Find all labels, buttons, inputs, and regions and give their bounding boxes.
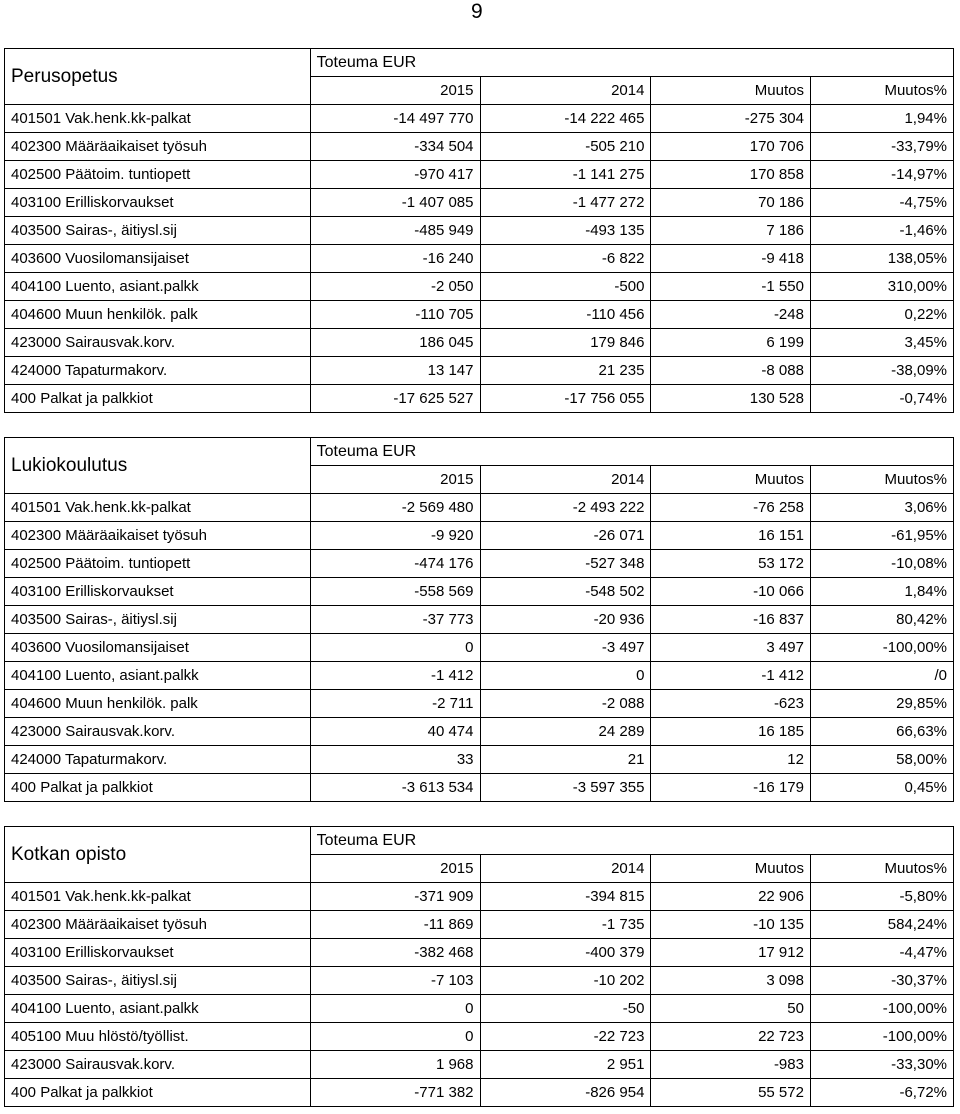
cell-value: 130 528 [651, 385, 811, 413]
cell-value: -17 625 527 [310, 385, 480, 413]
row-label: 423000 Sairausvak.korv. [5, 329, 311, 357]
table-row [5, 189, 954, 217]
table-row [5, 301, 954, 329]
cell-value: -4,75% [810, 189, 953, 217]
cell-value: -400 379 [480, 939, 651, 967]
cell-value: -2 088 [480, 690, 651, 718]
cell-value: -970 417 [310, 161, 480, 189]
cell-value: 1 968 [310, 1051, 480, 1079]
cell-value: 7 186 [651, 217, 811, 245]
cell-value: -14 222 465 [480, 105, 651, 133]
column-header: Muutos% [810, 466, 953, 494]
row-label: 403500 Sairas-, äitiysl.sij [5, 217, 311, 245]
table-row [5, 1051, 954, 1079]
cell-value: -110 456 [480, 301, 651, 329]
cell-value: -10 066 [651, 578, 811, 606]
table-row [5, 690, 954, 718]
cell-value: -61,95% [810, 522, 953, 550]
cell-value: -771 382 [310, 1079, 480, 1107]
cell-value: -30,37% [810, 967, 953, 995]
cell-value: 22 723 [651, 1023, 811, 1051]
cell-value: 24 289 [480, 718, 651, 746]
row-label: 424000 Tapaturmakorv. [5, 357, 311, 385]
table-row [5, 245, 954, 273]
cell-value: -100,00% [810, 995, 953, 1023]
cell-value: -22 723 [480, 1023, 651, 1051]
cell-value: 186 045 [310, 329, 480, 357]
cell-value: 1,84% [810, 578, 953, 606]
row-label: 403500 Sairas-, äitiysl.sij [5, 606, 311, 634]
cell-value: -37 773 [310, 606, 480, 634]
cell-value: -485 949 [310, 217, 480, 245]
cell-value: 13 147 [310, 357, 480, 385]
row-label: 401501 Vak.henk.kk-palkat [5, 105, 311, 133]
cell-value: -11 869 [310, 911, 480, 939]
row-label: 404600 Muun henkilök. palk [5, 301, 311, 329]
cell-value: 3 497 [651, 634, 811, 662]
cell-value: -493 135 [480, 217, 651, 245]
cell-value: -983 [651, 1051, 811, 1079]
cell-value: 55 572 [651, 1079, 811, 1107]
cell-value: -505 210 [480, 133, 651, 161]
section-title: Perusopetus [5, 49, 311, 105]
row-label: 400 Palkat ja palkkiot [5, 1079, 311, 1107]
cell-value: -826 954 [480, 1079, 651, 1107]
table-row [5, 385, 954, 413]
cell-value: -558 569 [310, 578, 480, 606]
cell-value: -1 412 [310, 662, 480, 690]
table-row [5, 105, 954, 133]
cell-value: -14 497 770 [310, 105, 480, 133]
cell-value: -26 071 [480, 522, 651, 550]
table-row [5, 578, 954, 606]
column-header: Muutos [651, 466, 811, 494]
column-header: Muutos [651, 855, 811, 883]
column-header: Muutos% [810, 855, 953, 883]
row-label: 403100 Erilliskorvaukset [5, 189, 311, 217]
section-title: Lukiokoulutus [5, 438, 311, 494]
cell-value: 53 172 [651, 550, 811, 578]
cell-value: -2 493 222 [480, 494, 651, 522]
column-header: 2015 [310, 855, 480, 883]
cell-value: -371 909 [310, 883, 480, 911]
table-row [5, 746, 954, 774]
row-label: 403600 Vuosilomansijaiset [5, 634, 311, 662]
row-label: 401501 Vak.henk.kk-palkat [5, 883, 311, 911]
cell-value: -50 [480, 995, 651, 1023]
cell-value: -16 179 [651, 774, 811, 802]
cell-value: -1,46% [810, 217, 953, 245]
cell-value: 17 912 [651, 939, 811, 967]
row-label: 404600 Muun henkilök. palk [5, 690, 311, 718]
column-header: 2015 [310, 77, 480, 105]
section-title: Kotkan opisto [5, 827, 311, 883]
cell-value: -10,08% [810, 550, 953, 578]
table-row [5, 161, 954, 189]
cell-value: -9 418 [651, 245, 811, 273]
cell-value: 170 858 [651, 161, 811, 189]
cell-value: -20 936 [480, 606, 651, 634]
row-label: 402500 Päätoim. tuntiopett [5, 550, 311, 578]
cell-value: -1 550 [651, 273, 811, 301]
table-row [5, 718, 954, 746]
cell-value: -1 407 085 [310, 189, 480, 217]
table-row [5, 634, 954, 662]
cell-value: -2 569 480 [310, 494, 480, 522]
table-lukiokoulutus [4, 437, 954, 802]
cell-value: 50 [651, 995, 811, 1023]
cell-value: /0 [810, 662, 953, 690]
cell-value: 2 951 [480, 1051, 651, 1079]
cell-value: -248 [651, 301, 811, 329]
cell-value: -9 920 [310, 522, 480, 550]
cell-value: -7 103 [310, 967, 480, 995]
cell-value: 6 199 [651, 329, 811, 357]
cell-value: -275 304 [651, 105, 811, 133]
cell-value: -76 258 [651, 494, 811, 522]
cell-value: -100,00% [810, 1023, 953, 1051]
row-label: 402500 Päätoim. tuntiopett [5, 161, 311, 189]
cell-value: 29,85% [810, 690, 953, 718]
row-label: 403500 Sairas-, äitiysl.sij [5, 967, 311, 995]
column-header: Muutos [651, 77, 811, 105]
row-label: 404100 Luento, asiant.palkk [5, 662, 311, 690]
cell-value: 310,00% [810, 273, 953, 301]
cell-value: 1,94% [810, 105, 953, 133]
cell-value: -382 468 [310, 939, 480, 967]
cell-value: -14,97% [810, 161, 953, 189]
row-label: 402300 Määräaikaiset työsuh [5, 911, 311, 939]
cell-value: -6,72% [810, 1079, 953, 1107]
row-label: 423000 Sairausvak.korv. [5, 718, 311, 746]
table-row [5, 494, 954, 522]
cell-value: 58,00% [810, 746, 953, 774]
cell-value: 179 846 [480, 329, 651, 357]
row-label: 401501 Vak.henk.kk-palkat [5, 494, 311, 522]
table-kotkan-opisto [4, 826, 954, 1107]
cell-value: 0 [310, 1023, 480, 1051]
table-row [5, 606, 954, 634]
group-header: Toteuma EUR [310, 438, 953, 466]
cell-value: -5,80% [810, 883, 953, 911]
group-header: Toteuma EUR [310, 49, 953, 77]
cell-value: 12 [651, 746, 811, 774]
table-row [5, 133, 954, 161]
cell-value: 40 474 [310, 718, 480, 746]
table-row [5, 662, 954, 690]
cell-value: 21 [480, 746, 651, 774]
cell-value: -394 815 [480, 883, 651, 911]
table-perusopetus [4, 48, 954, 413]
row-label: 402300 Määräaikaiset työsuh [5, 522, 311, 550]
table-row [5, 522, 954, 550]
table-row [5, 329, 954, 357]
cell-value: -6 822 [480, 245, 651, 273]
cell-value: -1 141 275 [480, 161, 651, 189]
cell-value: 3 098 [651, 967, 811, 995]
cell-value: -16 240 [310, 245, 480, 273]
cell-value: -110 705 [310, 301, 480, 329]
table-row [5, 774, 954, 802]
table-row [5, 273, 954, 301]
cell-value: -527 348 [480, 550, 651, 578]
table-row [5, 883, 954, 911]
cell-value: -33,30% [810, 1051, 953, 1079]
row-label: 400 Palkat ja palkkiot [5, 385, 311, 413]
cell-value: 21 235 [480, 357, 651, 385]
row-label: 403600 Vuosilomansijaiset [5, 245, 311, 273]
table-row [5, 550, 954, 578]
cell-value: -2 050 [310, 273, 480, 301]
cell-value: 0 [480, 662, 651, 690]
table-row [5, 217, 954, 245]
cell-value: -334 504 [310, 133, 480, 161]
cell-value: -500 [480, 273, 651, 301]
cell-value: -10 135 [651, 911, 811, 939]
cell-value: -1 412 [651, 662, 811, 690]
cell-value: 22 906 [651, 883, 811, 911]
row-label: 424000 Tapaturmakorv. [5, 746, 311, 774]
cell-value: -2 711 [310, 690, 480, 718]
cell-value: -623 [651, 690, 811, 718]
cell-value: -17 756 055 [480, 385, 651, 413]
cell-value: -8 088 [651, 357, 811, 385]
cell-value: -1 477 272 [480, 189, 651, 217]
table-row [5, 357, 954, 385]
cell-value: -3 613 534 [310, 774, 480, 802]
cell-value: 3,45% [810, 329, 953, 357]
cell-value: 66,63% [810, 718, 953, 746]
cell-value: -33,79% [810, 133, 953, 161]
row-label: 403100 Erilliskorvaukset [5, 939, 311, 967]
column-header: 2015 [310, 466, 480, 494]
page-number: 9 [471, 0, 483, 23]
cell-value: 33 [310, 746, 480, 774]
cell-value: 16 151 [651, 522, 811, 550]
row-label: 423000 Sairausvak.korv. [5, 1051, 311, 1079]
cell-value: 80,42% [810, 606, 953, 634]
cell-value: 0 [310, 995, 480, 1023]
table-row [5, 911, 954, 939]
cell-value: -100,00% [810, 634, 953, 662]
row-label: 400 Palkat ja palkkiot [5, 774, 311, 802]
cell-value: 16 185 [651, 718, 811, 746]
cell-value: 0 [310, 634, 480, 662]
column-header: 2014 [480, 77, 651, 105]
table-row [5, 1023, 954, 1051]
column-header: 2014 [480, 855, 651, 883]
cell-value: -38,09% [810, 357, 953, 385]
cell-value: -4,47% [810, 939, 953, 967]
column-header: 2014 [480, 466, 651, 494]
cell-value: 0,45% [810, 774, 953, 802]
row-label: 405100 Muu hlöstö/työllist. [5, 1023, 311, 1051]
table-row [5, 939, 954, 967]
row-label: 404100 Luento, asiant.palkk [5, 995, 311, 1023]
column-header: Muutos% [810, 77, 953, 105]
table-row [5, 967, 954, 995]
cell-value: -10 202 [480, 967, 651, 995]
cell-value: -3 497 [480, 634, 651, 662]
cell-value: 170 706 [651, 133, 811, 161]
cell-value: 138,05% [810, 245, 953, 273]
cell-value: 584,24% [810, 911, 953, 939]
cell-value: -1 735 [480, 911, 651, 939]
group-header: Toteuma EUR [310, 827, 953, 855]
cell-value: 0,22% [810, 301, 953, 329]
cell-value: -474 176 [310, 550, 480, 578]
cell-value: 3,06% [810, 494, 953, 522]
cell-value: -16 837 [651, 606, 811, 634]
table-row [5, 1079, 954, 1107]
cell-value: -0,74% [810, 385, 953, 413]
cell-value: 70 186 [651, 189, 811, 217]
cell-value: -3 597 355 [480, 774, 651, 802]
row-label: 403100 Erilliskorvaukset [5, 578, 311, 606]
table-row [5, 995, 954, 1023]
row-label: 402300 Määräaikaiset työsuh [5, 133, 311, 161]
row-label: 404100 Luento, asiant.palkk [5, 273, 311, 301]
cell-value: -548 502 [480, 578, 651, 606]
